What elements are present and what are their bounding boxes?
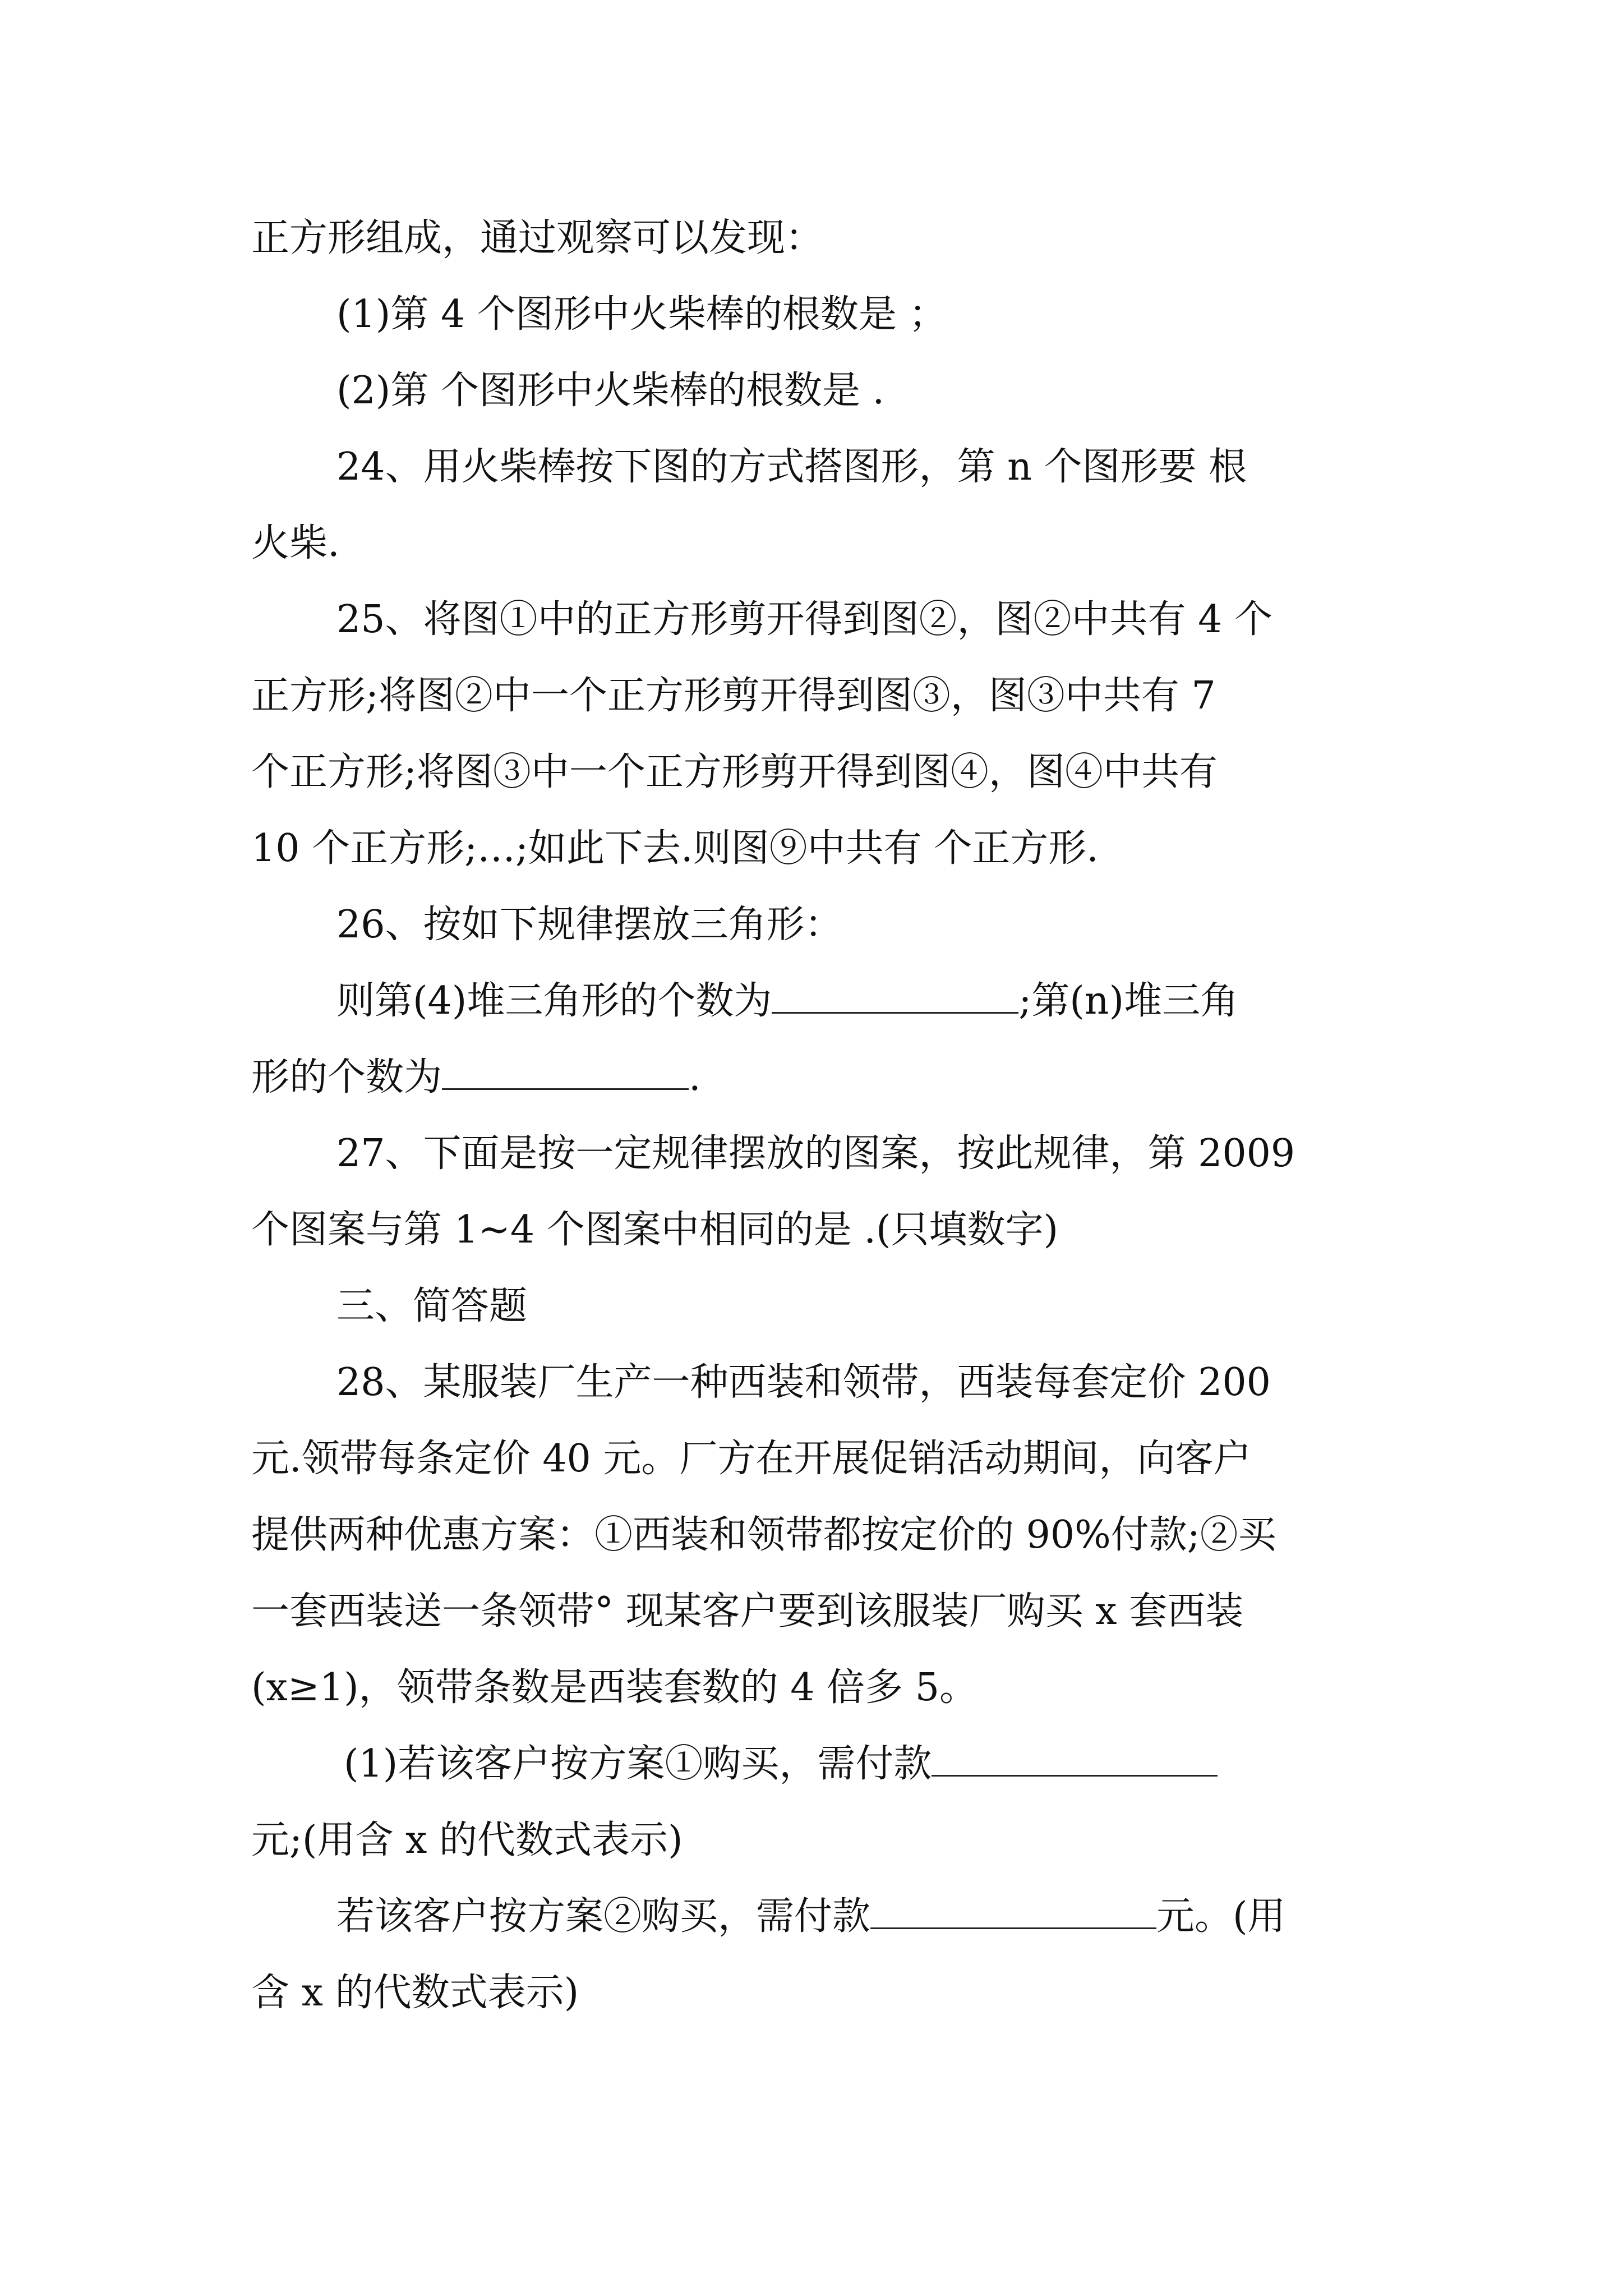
text-line: 个图案与第 1~4 个图案中相同的是 .(只填数字) xyxy=(251,1208,1059,1252)
text-segment: 若该客户按方案②购买，需付款 xyxy=(336,1894,871,1939)
text-line: 一套西装送一条领带° 现某客户要到该服装厂购买 x 套西装 xyxy=(251,1589,1244,1634)
question-26: 26、按如下规律摆放三角形： xyxy=(336,903,843,947)
answer-blank[interactable] xyxy=(772,978,1018,1014)
text-line: 个正方形;将图③中一个正方形剪开得到图④，图④中共有 xyxy=(251,750,1218,794)
text-line xyxy=(336,1892,1286,1942)
text-line: 正方形组成，通过观察可以发现： xyxy=(251,216,824,260)
text-line: 10 个正方形;…;如此下去.则图⑨中共有 个正方形. xyxy=(251,826,1099,871)
question-28: 28、某服装厂生产一种西装和领带，西装每套定价 200 xyxy=(336,1360,1271,1405)
text-segment: 形的个数为 xyxy=(251,1055,442,1099)
text-segment: (1)若该客户按方案①购买，需付款 xyxy=(344,1742,932,1786)
text-line: 火柴. xyxy=(251,521,340,565)
question-27: 27、下面是按一定规律摆放的图案，按此规律，第 2009 xyxy=(336,1131,1295,1176)
text-segment: ;第(n)堆三角 xyxy=(1018,979,1239,1023)
answer-blank[interactable] xyxy=(442,1055,689,1090)
text-line: 含 x 的代数式表示) xyxy=(251,1971,579,2015)
text-line xyxy=(336,976,1238,1027)
text-line xyxy=(251,1052,701,1103)
text-segment: . xyxy=(689,1055,701,1099)
text-line: (1)第 4 个图形中火柴棒的根数是 ； xyxy=(336,292,947,337)
text-line: (2)第 个图形中火柴棒的根数是 . xyxy=(336,369,885,413)
text-line: (x≥1)，领带条数是西装套数的 4 倍多 5。 xyxy=(251,1665,978,1710)
answer-blank[interactable] xyxy=(932,1741,1218,1777)
answer-blank[interactable] xyxy=(870,1894,1156,1929)
question-24: 24、用火柴棒按下图的方式搭图形，第 n 个图形要 根 xyxy=(336,445,1247,489)
text-line: 元.领带每条定价 40 元。厂方在开展促销活动期间，向客户 xyxy=(251,1437,1252,1481)
text-line: 提供两种优惠方案：①西装和领带都按定价的 90%付款;②买 xyxy=(251,1513,1276,1557)
text-segment: 则第(4)堆三角形的个数为 xyxy=(336,979,772,1023)
question-25: 25、将图①中的正方形剪开得到图②，图②中共有 4 个 xyxy=(336,597,1273,642)
text-line xyxy=(344,1739,1218,1789)
text-segment: 元。(用 xyxy=(1156,1894,1286,1939)
text-line: 正方形;将图②中一个正方形剪开得到图③，图③中共有 7 xyxy=(251,674,1216,718)
text-line: 元;(用含 x 的代数式表示) xyxy=(251,1818,683,1862)
section-heading: 三、简答题 xyxy=(336,1284,528,1328)
